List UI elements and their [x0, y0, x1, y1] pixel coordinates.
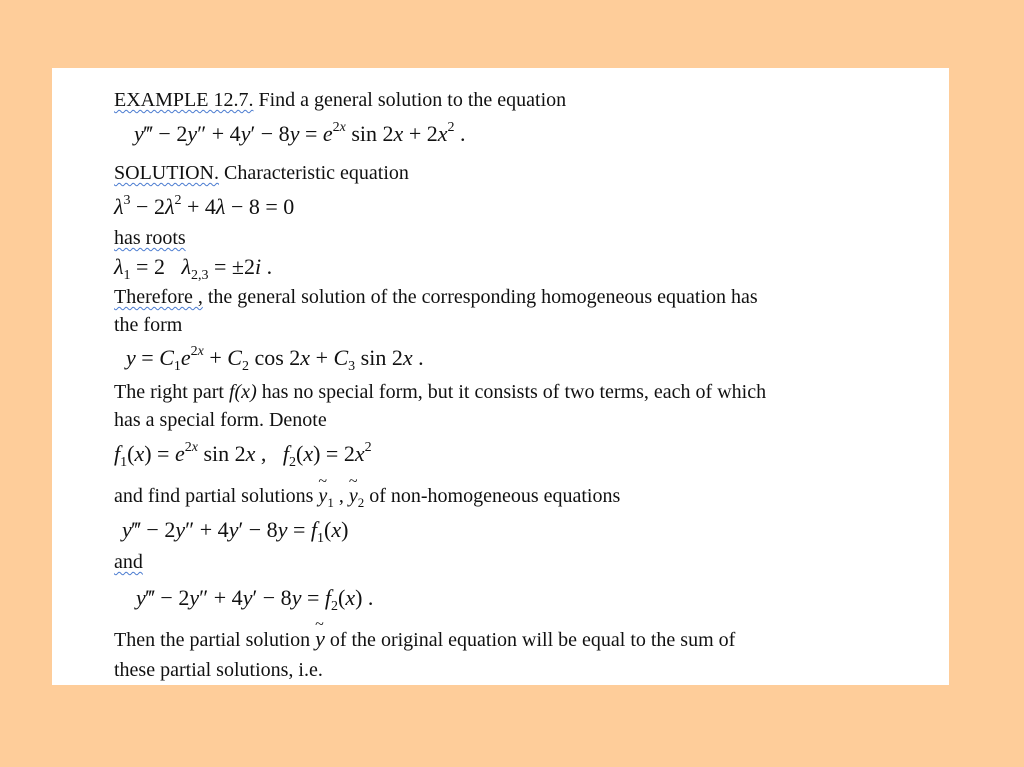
y-tilde-symbol: ~ y: [315, 627, 325, 651]
partials-symbols: ~ y: [318, 484, 327, 508]
right-part-line: The right part f(x) has no special form, but it consists of two terms, each of which: [114, 381, 767, 403]
these-partials-text: these partial solutions, i.e.: [114, 659, 323, 681]
therefore-text: the general solution of the corresponding homogeneous equation has: [202, 286, 758, 308]
equation-characteristic: $\lambda^3 - 2\lambda^2 + 4\lambda - 8 = 0$: [114, 193, 295, 219]
equation-split: $f_1(x) = e^{2x}$ sin 2x , $f_2(x) = 2x^2$: [114, 440, 372, 470]
therefore-label: Therefore ,: [114, 286, 203, 308]
equation-main: y‴ − $2y'' + 4y' - 8y = e^{2x}$ $\sin 2x + 2x^2$ .: [134, 120, 466, 146]
solution-text: Characteristic equation: [219, 162, 409, 184]
has-roots-text: has roots: [114, 227, 186, 249]
then-line: Then the partial solution ~ y of the original equation will be equal to the sum of: [114, 627, 735, 652]
example-label: EXAMPLE 12.7.: [114, 89, 254, 111]
solution-label: SOLUTION.: [114, 162, 219, 184]
equation-nonhomog-2: y‴ − $2y'' + 4y' - 8y = f_2(x)$ .: [136, 585, 374, 614]
solution-line: [114, 161, 409, 185]
the-form-text: the form: [114, 314, 183, 336]
fx-label: f(x): [228, 381, 257, 403]
example-text: Find a general solution to the equation: [253, 89, 567, 111]
slide-content: [52, 68, 949, 685]
find-partials-line: and find partial solutions ~ $y_1$ , ~ $y_2$ of non-homogeneous equations: [114, 484, 620, 515]
equation-nonhomog-1: y‴ − $2y'' + 4y' - 8y = f_1(x)$: [122, 517, 349, 546]
special-form-text: has a special form. Denote: [114, 409, 327, 431]
and-text: and: [114, 551, 143, 573]
equation-general: $y = C_1e^{2x} + C_2$ $\cos 2x + C_3$ sin 2x .: [126, 344, 424, 374]
equation-roots: $\lambda_1 = 2$ $\lambda_{2,3} = \pm 2i$ .: [114, 254, 273, 283]
therefore-line: [114, 285, 758, 309]
example-heading: [114, 88, 566, 112]
